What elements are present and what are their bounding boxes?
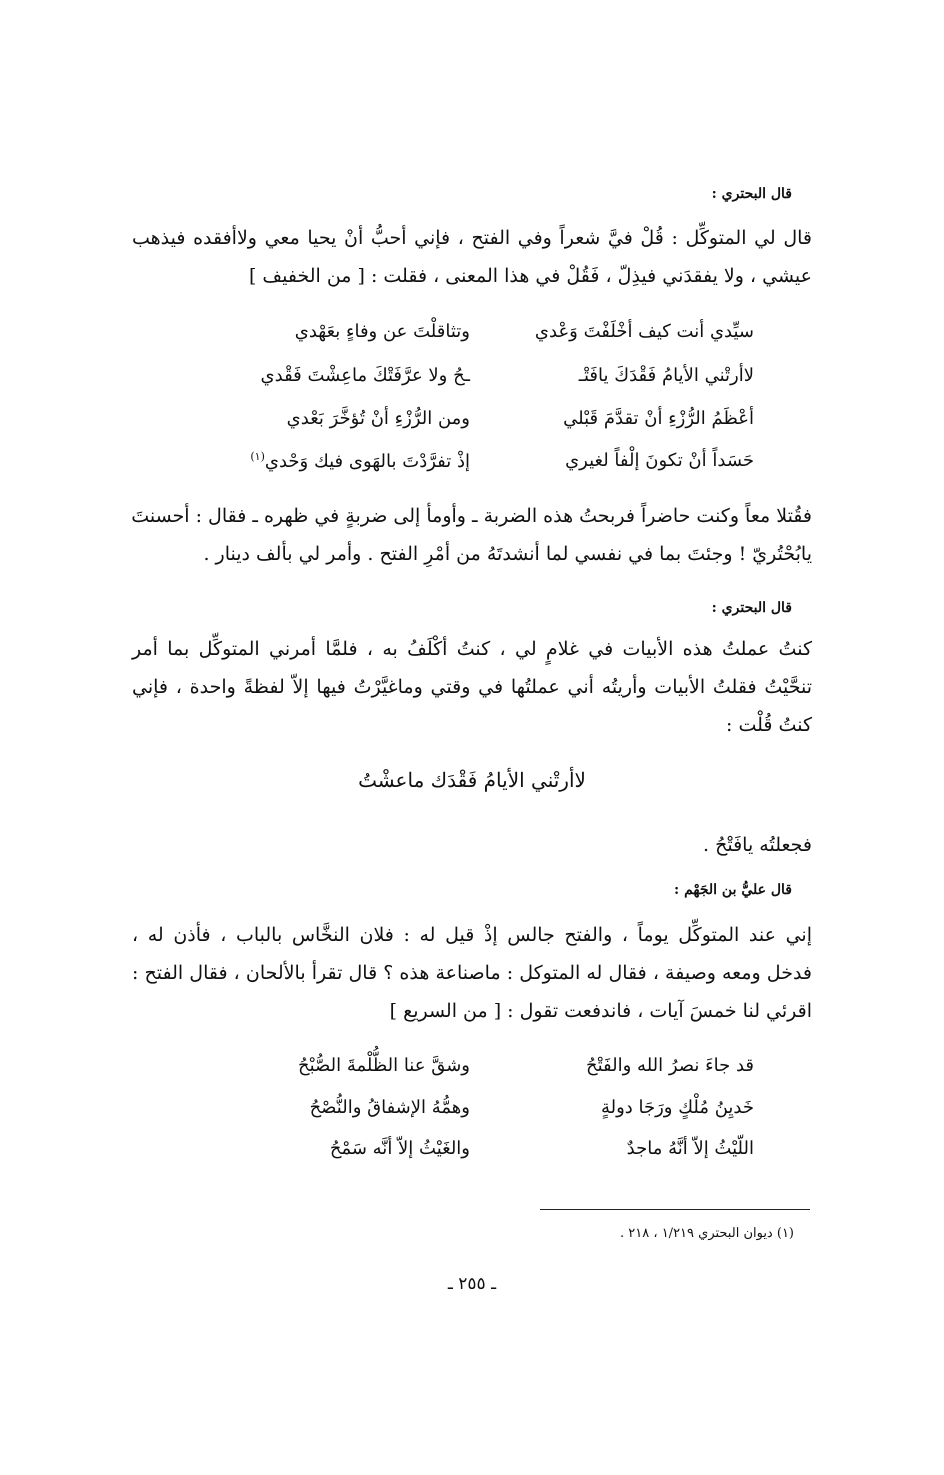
- footnote-divider: [540, 1209, 810, 1210]
- paragraph-fath-change: [132, 826, 812, 864]
- paragraph-line: اقرئي لنا خمسَ آيات ، فاندفعت تقول : [ من السريع ]: [389, 1000, 812, 1022]
- footnote-marker: (١): [250, 450, 265, 463]
- paragraph-line: يابُحْتُريّ ! وجئتَ بما في نفسي لما أنشدتَهُ من أمْرِ الفتح . وأمر لي بألف دينار .: [203, 543, 812, 565]
- paragraph-line: فدخل ومعه وصيفة ، فقال له المتوكل : ماصناعة هذه ؟ قال تقرأ بالألحان ، فقال الفتح :: [132, 962, 812, 984]
- verse-hemistich-second: والغَيْثُ إلاّ أنَّه سَمْحُ: [329, 1138, 470, 1159]
- footnote: (١) ديوان البحتري ١/٢١٩ ، ٢١٨ .: [620, 1226, 794, 1241]
- verse-text: إذْ تفرَّدْتَ بالهَوى فيك وَحْدي: [264, 451, 470, 472]
- section-heading-buhturi-2: قال البحتري :: [711, 600, 792, 616]
- paragraph-killed-together: [132, 497, 812, 573]
- verse-hemistich-first: اللّيْثُ إلاّ أنَّهُ ماجدٌ: [626, 1138, 754, 1159]
- section-heading-ali-ibn-jahm: قال عليُّ بن الجَهْم :: [674, 882, 792, 898]
- paragraph-line: فجعلتُه يافَتْحُ .: [703, 834, 812, 856]
- verse-hemistich-first: حَسَداً أنْ تكونَ إلْفاً لغيري: [565, 450, 754, 471]
- verse-hemistich-second: [160, 450, 470, 472]
- paragraph-mutawakkil-request: [132, 219, 812, 295]
- paragraph-line: قال لي المتوكِّل : قُلْ فيَّ شعراً وفي الفتح ، فإني أحبُّ أنْ يحيا معي ولاأفقده فيذهب: [132, 227, 812, 249]
- paragraph-line: إني عند المتوكِّل يوماً ، والفتح جالس إذْ قيل له : فلان النخَّاس بالباب ، فأذن له ،: [132, 924, 812, 946]
- paragraph-line: كنتُ عملتُ هذه الأبيات في غلامٍ لي ، كنتُ أكْلَفُ به ، فلمَّا أمرني المتوكِّل بما أمر: [132, 638, 812, 660]
- paragraph-line: فقُتلا معاً وكنت حاضراً فربحتُ هذه الضربة ـ وأومأ إلى ضربةٍ في ظهره ـ فقال : أحسنتَ: [131, 505, 812, 527]
- paragraph-slave-girl: [132, 916, 812, 1030]
- quoted-verse: لاأرتْني الأيامُ فَقْدَك ماعشْتُ: [358, 768, 586, 792]
- verse-hemistich-first: سيِّدي أنت كيف أخْلَفْتَ وَعْدي: [534, 321, 754, 342]
- paragraph-servant-verses: [132, 630, 812, 744]
- paragraph-line: كنتُ قُلْت :: [726, 714, 812, 736]
- verse-hemistich-first: لاأرتْني الأيامُ فَقْدَكَ يافَتْـ: [578, 365, 754, 386]
- verse-hemistich-second: وشقَّ عنا الظُّلْمةَ الصُّبْحُ: [297, 1055, 470, 1076]
- verse-hemistich-first: أعْظَمُ الرُّزْءِ أنْ تقدَّمَ قَبْلي: [563, 408, 754, 429]
- verse-hemistich-first: خَديِنُ مُلْكٍ ورَجَا دولةٍ: [600, 1097, 754, 1118]
- verse-hemistich-second: ـحُ ولا عرَّفَتْكَ ماعِشْتَ فَقْدي: [260, 365, 470, 386]
- paragraph-line: عيشي ، ولا يفقدَني فيذِلّ ، فَقُلْ في هذا المعنى ، فقلت : [ من الخفيف ]: [248, 265, 812, 287]
- paragraph-line: تنحَّيْتُ فقلتُ الأبيات وأريتُه أني عملتُها في وقتي وماغيَّرْتُ فيها إلاّ لفظةً واحدة ، فإني: [132, 676, 812, 698]
- section-heading-buhturi-1: قال البحتري :: [711, 186, 792, 202]
- verse-hemistich-second: وهمُّهُ الإشفاقُ والنُّصْحُ: [309, 1097, 470, 1118]
- verse-hemistich-second: وتثاقلْتَ عن وفاءٍ بعَهْدي: [294, 321, 470, 342]
- verse-hemistich-second: ومن الرُّزْءِ أنْ تُؤخَّرَ بَعْدي: [286, 408, 470, 429]
- verse-hemistich-first: قد جاءَ نصرُ الله والفَتْحُ: [586, 1055, 754, 1076]
- page-number: ـ ٢٥٥ ـ: [447, 1274, 497, 1294]
